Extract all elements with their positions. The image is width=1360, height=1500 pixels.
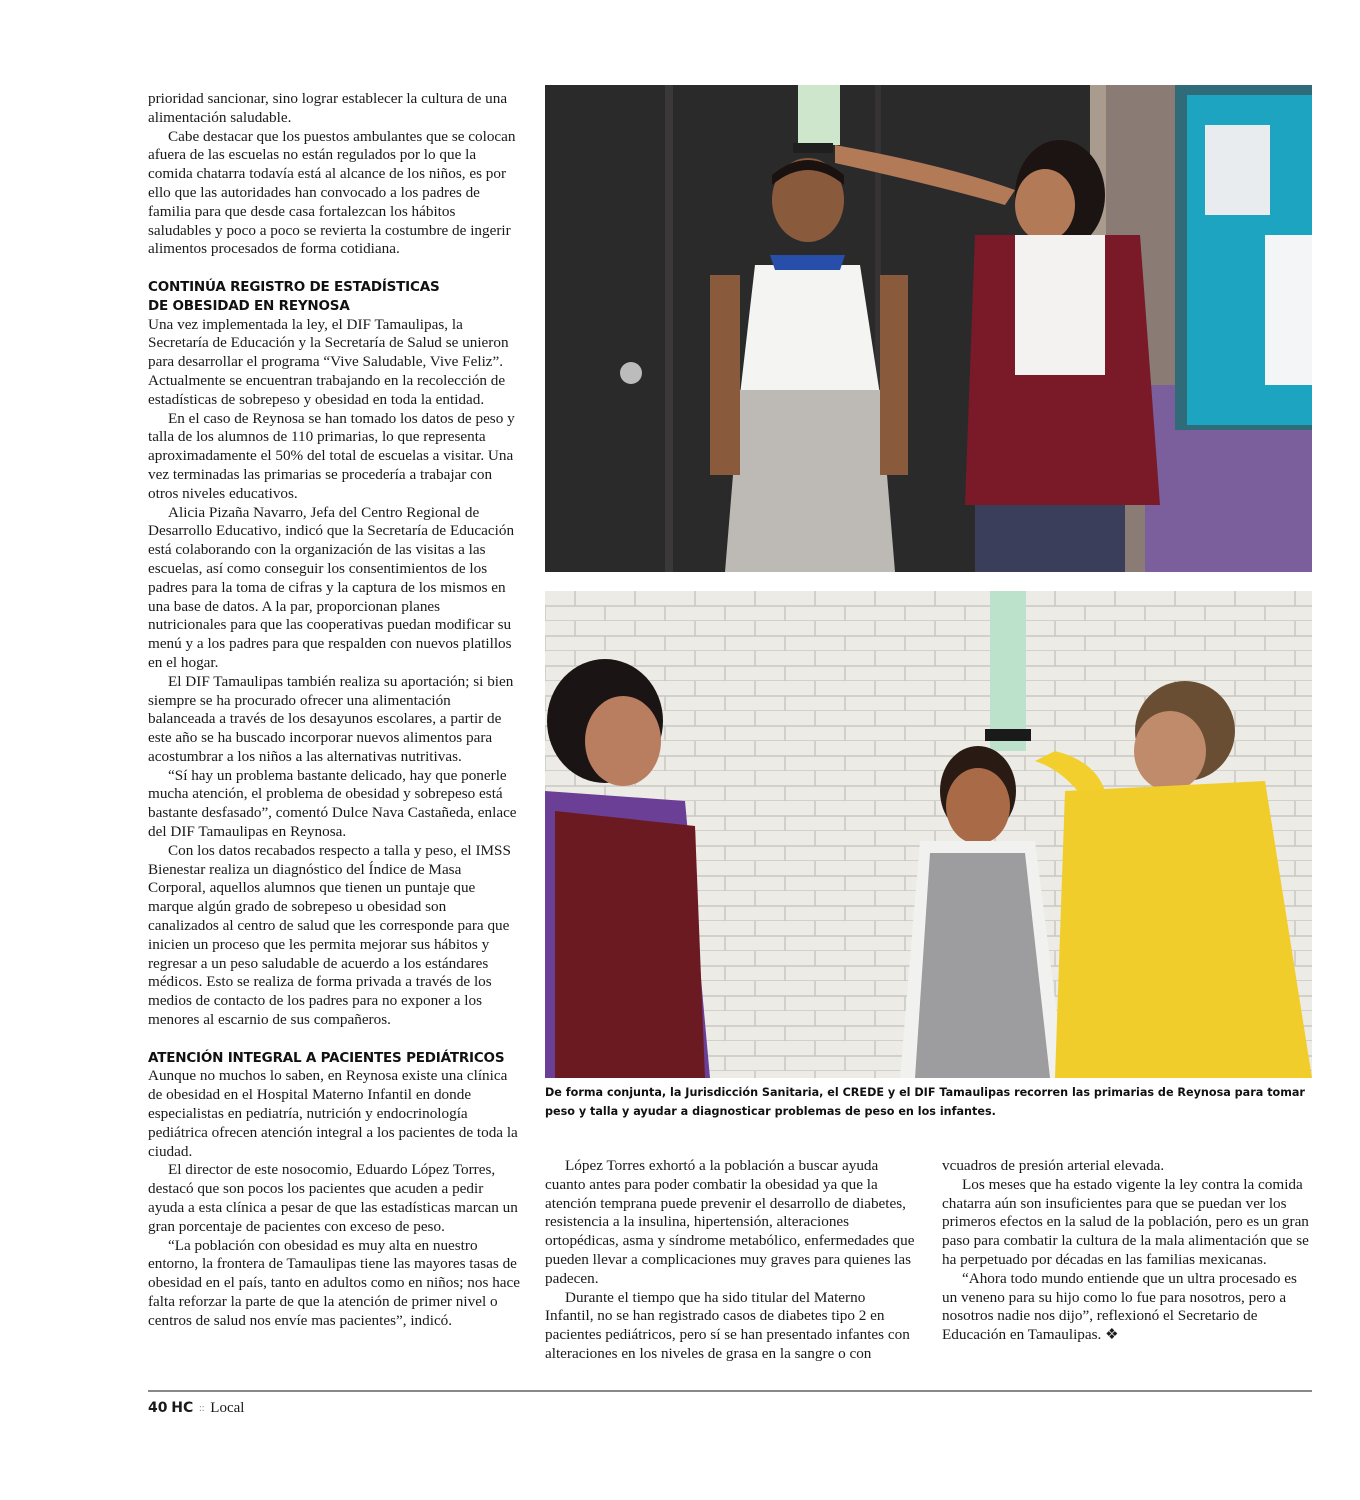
right-column [942,1157,1314,1345]
article-paragraph: Cabe destacar que los puestos ambulantes que se colocan afuera de las escuelas no están regulados por lo que la comida chatarra todavía está al alcance de los niños, es por ello que las autoridades han convocado a los padres de familia para que desde casa fortalezcan los hábitos saludables y poco a poco se revierta la costumbre de ingerir alimentos procesados de forma cotidiana. [148,127,516,258]
article-paragraph: Alicia Pizaña Navarro, Jefa del Centro Regional de Desarrollo Educativo, indicó que la Secretaría de Educación está colaborando con la organización de las visitas a las escuelas, así como conseguir los consentimientos de los padres para la toma de cifras y la captura de los mismos en una base de datos. A la par, proporcionan planes nutricionales para que las cooperativas puedan modificar su menú y a los padres para que respalden con nuevos platillos en el hogar. [148,503,515,671]
article-paragraph: Una vez implementada la ley, el DIF Tamaulipas, la Secretaría de Educación y la Secretaría de Salud se unieron para desarrollar el programa “Vive Saludable, Vive Feliz”. Actualmente se encuentran trabajando en la recolección de estadísticas de sobrepeso y obesidad en toda la entidad. [148,315,509,408]
section-heading-line: DE OBESIDAD EN REYNOSA [148,297,350,314]
article-paragraph: Con los datos recabados respecto a talla y peso, el IMSS Bienestar realiza un diagnóstico del Índice de Masa Corporal, aquellos alumnos que tienen un puntaje que marque algún grado de sobrepeso u obesidad son canalizados al centro de salud que les corresponde para que inicien un proceso que les permita mejorar sus hábitos y regresar a un peso saludable de acuerdo a los estándares médicos. Esto se realiza de forma privada a través de los medios de contacto de los padres para no exponer a los menores al escarnio de sus compañeros. [148,841,511,1029]
photo-height-measurement-door [545,85,1312,572]
page-number: 40 [148,1400,168,1416]
left-column [148,90,520,1331]
publication-name: HC [171,1400,194,1416]
photo-caption: De forma conjunta, la Jurisdicción Sanitaria, el CREDE y el DIF Tamaulipas recorren las primarias de Reynosa para tomar peso y talla y ayudar a diagnosticar problemas de peso en los infantes. [545,1086,1305,1118]
photo-illustration [545,591,1312,1078]
photo-illustration [545,85,1312,572]
section-name: Local [210,1400,245,1416]
article-paragraph: “Sí hay un problema bastante delicado, hay que ponerle mucha atención, el problema de obesidad y sobrepeso está bastante desfasado”, comentó Dulce Nava Castañeda, enlace del DIF Tamaulipas en Reynosa. [148,766,517,841]
page-footer [148,1400,244,1417]
middle-column [545,1157,917,1364]
article-paragraph: López Torres exhortó a la población a buscar ayuda cuanto antes para poder combatir la obesidad ya que la atención temprana puede prevenir el desarrollo de diabetes, resistencia a la insulina, hipertensión, alteraciones ortopédicas, asma y síndrome metabólico, enfermedades que pueden llevar a complicaciones muy graves para quienes las padecen. [545,1157,915,1287]
section-heading [148,278,520,316]
article-paragraph: Los meses que ha estado vigente la ley contra la comida chatarra aún son insuficientes para que se puedan ver los primeros efectos en la salud de la población, pero es un gran paso para combatir la cultura de la mala alimentación que se ha perpetuado por décadas en las familias mexicanas. [942,1175,1309,1268]
article-paragraph: “Ahora todo mundo entiende que un ultra procesado es un veneno para su hijo como lo fue para nosotros, pero a nosotros nadie nos dijo”, reflexionó el Secretario de Educación en Tamaulipas. ❖ [942,1269,1297,1344]
article-paragraph: En el caso de Reynosa se han tomado los datos de peso y talla de los alumnos de 110 primarias, lo que representa aproximadamente el 50% del total de escuelas a visitar. Una vez terminadas las primarias se procedería a trabajar con otros niveles educativos. [148,409,515,502]
footer-divider [148,1390,1312,1392]
article-paragraph: El DIF Tamaulipas también realiza su aportación; si bien siempre se ha procurado ofrecer una alimentación balanceada a través de los desayunos escolares, a partir de este año se ha buscado incorporar nuevos alimentos para acostumbrar a los niños a las alternativas nutritivas. [148,672,514,765]
article-paragraph: Durante el tiempo que ha sido titular del Materno Infantil, no se han registrado casos de diabetes tipo 2 en pacientes pediátricos, pero sí se han presentado infantes con alteraciones en los niveles de grasa en la sangre o con [545,1288,910,1362]
article-paragraph: vcuadros de presión arterial elevada. [942,1157,1165,1174]
section-heading-line: CONTINÚA REGISTRO DE ESTADÍSTICAS [148,278,440,295]
article-paragraph: “La población con obesidad es muy alta en nuestro entorno, la frontera de Tamaulipas tiene las mayores tasas de obesidad en el país, tanto en adultos como en niños; nos hace falta reforzar la parte de que la atención de primer nivel o centros de salud nos envíe mas pacientes”, indicó. [148,1236,521,1329]
footer-separator: :: [198,1403,205,1415]
article-paragraph: Aunque no muchos lo saben, en Reynosa existe una clínica de obesidad en el Hospital Materno Infantil en donde especialistas en pediatría, nutrición y endocrinología pediátrica ofrecen atención integral a los pacientes de toda la ciudad. [148,1067,518,1160]
photo-height-measurement-wall [545,591,1312,1078]
article-paragraph: prioridad sancionar, sino lograr establecer la cultura de una alimentación saludable. [148,90,508,126]
article-paragraph: El director de este nosocomio, Eduardo López Torres, destacó que son pocos los pacientes que acuden a pedir ayuda a esta clínica a pesar de que las estadísticas marcan un gran porcentaje de pacientes con exceso de peso. [148,1161,518,1235]
section-heading: ATENCIÓN INTEGRAL A PACIENTES PEDIÁTRICOS [148,1049,505,1066]
